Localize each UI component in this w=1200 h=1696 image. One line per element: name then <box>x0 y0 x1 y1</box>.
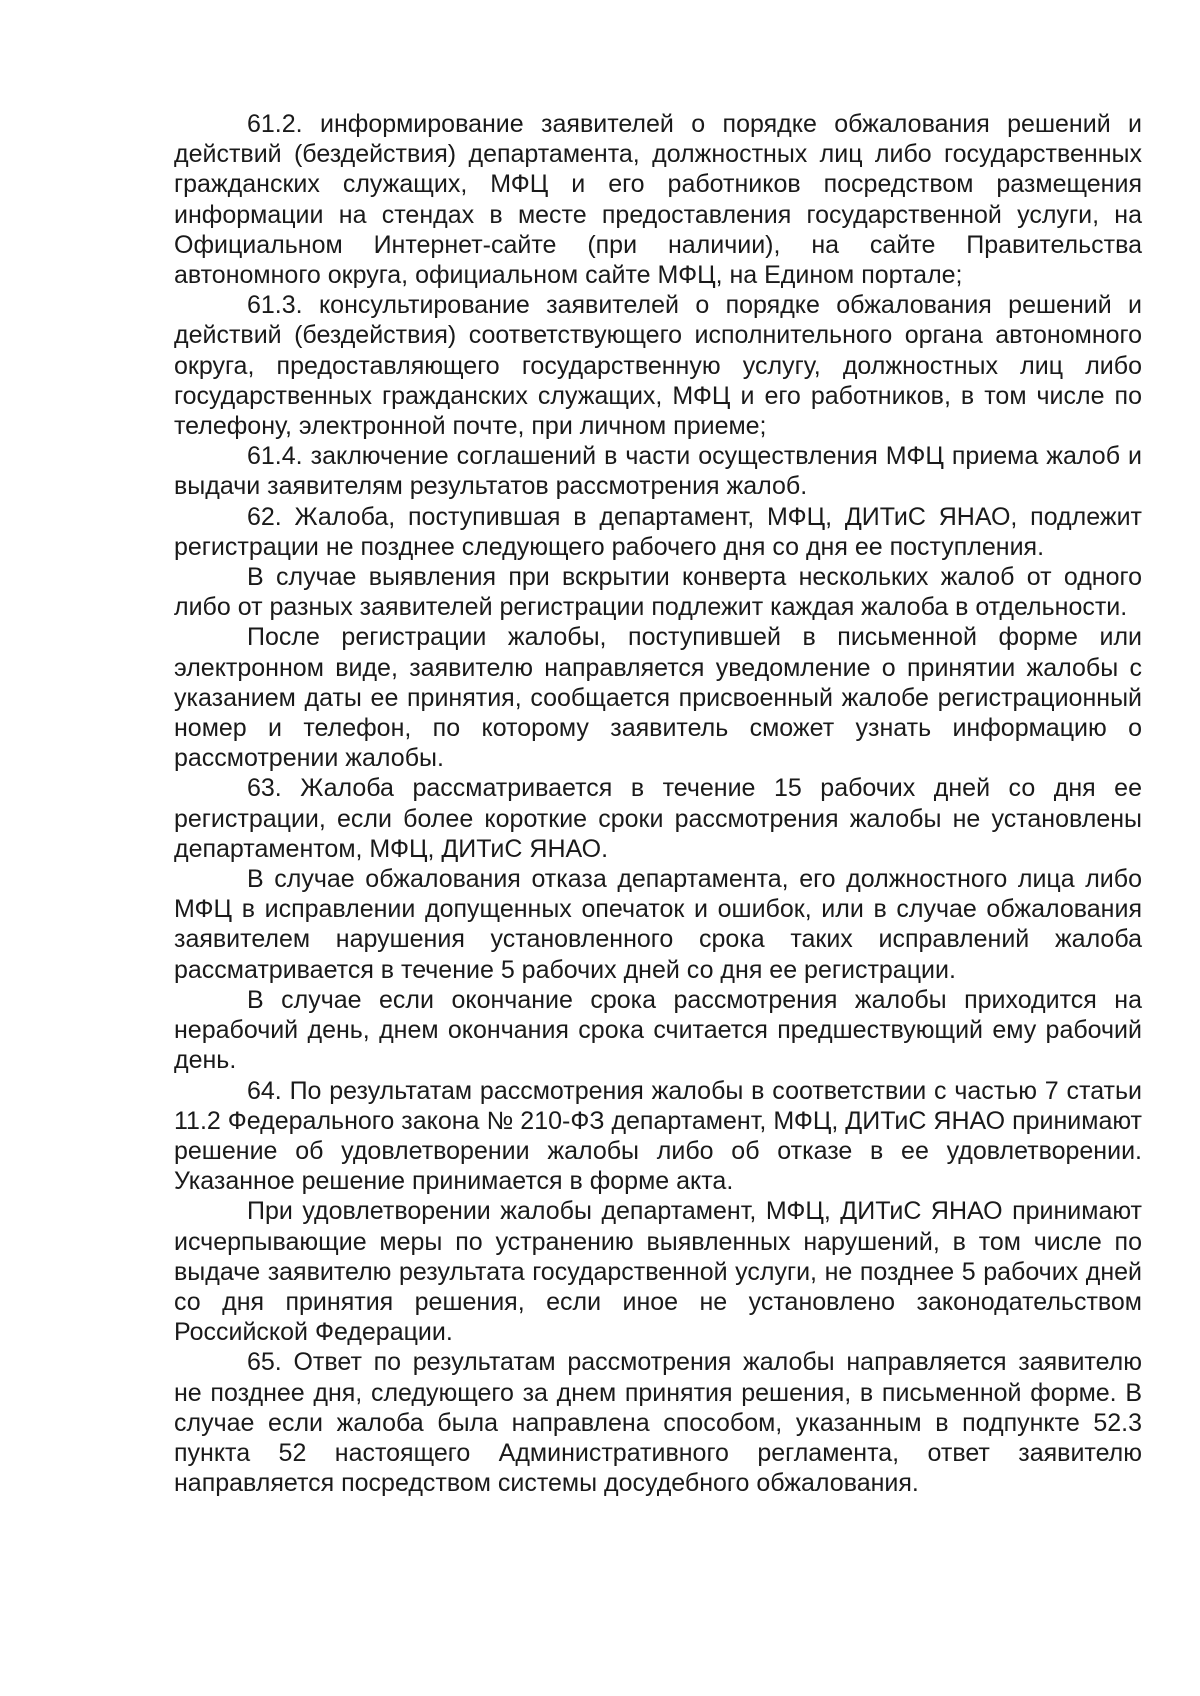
paragraph-61-4: 61.4. заключение соглашений в части осуществления МФЦ приема жалоб и выдачи заявителям результатов рассмотрения жалоб. <box>174 442 1142 501</box>
document-page <box>174 109 1142 1498</box>
paragraph-63-non-working-day: В случае если окончание срока рассмотрения жалобы приходится на нерабочий день, днем окончания срока считается предшествующий ему рабочий день. <box>174 985 1142 1075</box>
paragraph-62-notification: После регистрации жалобы, поступившей в письменной форме или электронном виде, заявителю направляется уведомление о принятии жалобы с указанием даты ее принятия, сообщается присвоенный жалобе регистрационный номер и телефон, по которому заявитель сможет узнать информацию о рассмотрении жалобы. <box>174 623 1142 773</box>
paragraph-65: 65. Ответ по результатам рассмотрения жалобы направляется заявителю не позднее дня, следующего за днем принятия решения, в письменной форме. В случае если жалоба была направлена способом, указанным в подпункте 52.3 пункта 52 настоящего Административного регламента, ответ заявителю направляется посредством системы досудебного обжалования. <box>174 1348 1142 1498</box>
paragraph-61-3: 61.3. консультирование заявителей о порядке обжалования решений и действий (бездействия) соответствующего исполнительного органа автономного округа, предоставляющего государственную услугу, должностных лиц либо государственных гражданских служащих, МФЦ и его работников, в том числе по телефону, электронной почте, при личном приеме; <box>174 291 1142 441</box>
paragraph-61-2: 61.2. информирование заявителей о порядке обжалования решений и действий (бездействия) департамента, должностных лиц либо государственных гражданских служащих, МФЦ и его работников посредством размещения информации на стендах в месте предоставления государственной услуги, на Официальном Интернет-сайте (при наличии), на сайте Правительства автономного округа, официальном сайте МФЦ, на Едином портале; <box>174 110 1142 290</box>
paragraph-64: 64. По результатам рассмотрения жалобы в соответствии с частью 7 статьи 11.2 Федерального закона № 210-ФЗ департамент, МФЦ, ДИТиС ЯНАО принимают решение об удовлетворении жалобы либо об отказе в ее удовлетворении. Указанное решение принимается в форме акта. <box>174 1076 1142 1196</box>
paragraph-62: 62. Жалоба, поступившая в департамент, МФЦ, ДИТиС ЯНАО, подлежит регистрации не позднее следующего рабочего дня со дня ее поступления. <box>174 502 1142 561</box>
paragraph-63-refusal-appeal: В случае обжалования отказа департамента, его должностного лица либо МФЦ в исправлении допущенных опечаток и ошибок, или в случае обжалования заявителем нарушения установленного срока таких исправлений жалоба рассматривается в течение 5 рабочих дней со дня ее регистрации. <box>174 865 1142 984</box>
paragraph-62-multiple-complaints: В случае выявления при вскрытии конверта нескольких жалоб от одного либо от разных заявителей регистрации подлежит каждая жалоба в отдельности. <box>174 563 1142 622</box>
paragraph-64-satisfaction: При удовлетворении жалобы департамент, МФЦ, ДИТиС ЯНАО принимают исчерпывающие меры по устранению выявленных нарушений, в том числе по выдаче заявителю результата государственной услуги, не позднее 5 рабочих дней со дня принятия решения, если иное не установлено законодательством Российской Федерации. <box>174 1197 1142 1347</box>
paragraph-63: 63. Жалоба рассматривается в течение 15 рабочих дней со дня ее регистрации, если более короткие сроки рассмотрения жалобы не установлены департаментом, МФЦ, ДИТиС ЯНАО. <box>174 774 1142 863</box>
